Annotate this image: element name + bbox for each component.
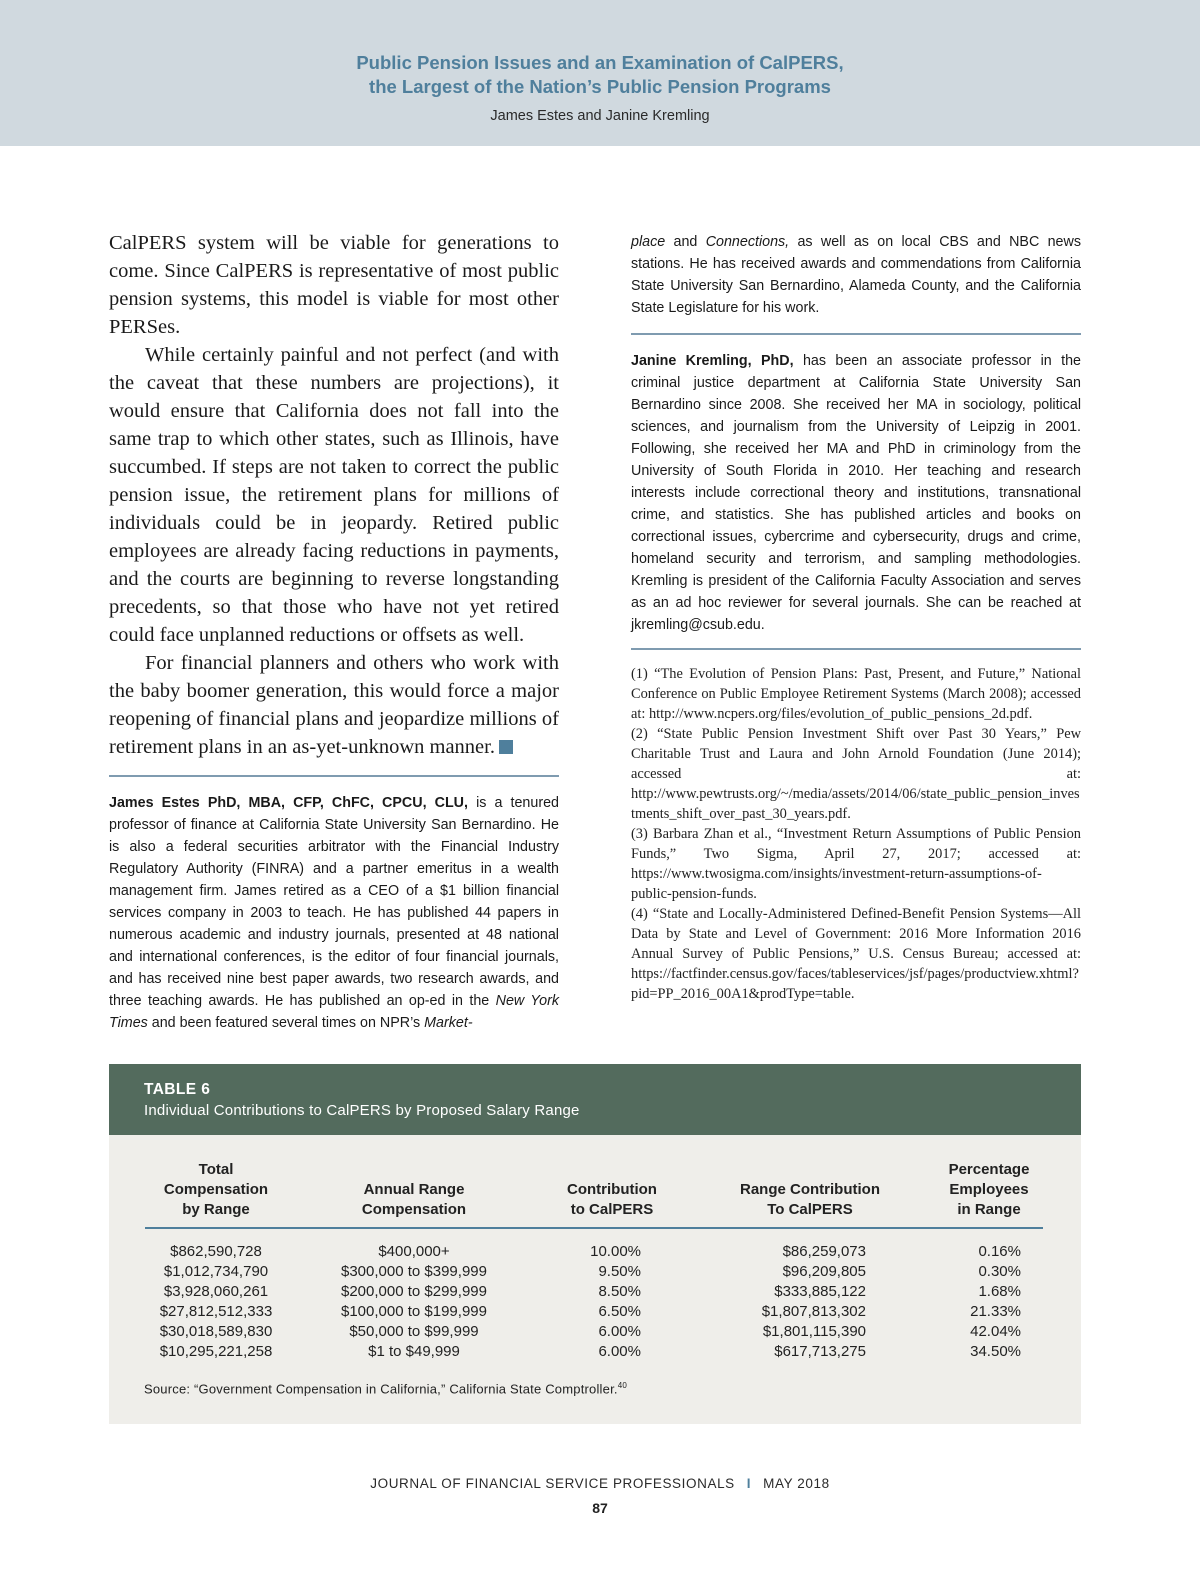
table-6 — [109, 1064, 1081, 1424]
header-line: Employees — [949, 1181, 1029, 1198]
table-cell: $86,259,073 — [782, 1243, 866, 1260]
table-cell: 42.04% — [970, 1323, 1021, 1340]
table-cell: $10,295,221,258 — [159, 1343, 273, 1360]
table-cell: 9.50% — [598, 1263, 641, 1280]
bio-kremling-text: has been an associate professor in the criminal justice department at California State University San Bernardino since 2008. She received her MA in sociology, political sciences, and journalism from the University of Leipzig in 2001. Following, she received her MA and PhD in criminology from the University of South Florida in 2010. Her teaching and research interests include correctional theory and institutions, transnational crime, and statistics. She has published articles and books on correctional issues, cybercrime and cybersecurity, drugs and crime, homeland security and terrorism, and sampling methodologies. Kremling is president of the California Faculty Association and serves as an ad hoc reviewer for several journals. She can be reached at jkremling@csub.edu. — [631, 353, 1081, 633]
table-cell: $100,000 to $199,999 — [341, 1303, 487, 1320]
end-of-article-icon — [499, 740, 513, 754]
table-cell: $200,000 to $299,999 — [341, 1283, 487, 1300]
column-total-compensation — [145, 1242, 287, 1362]
table-label: TABLE 6 — [144, 1081, 211, 1098]
footer-separator: I — [746, 1476, 752, 1491]
column-header-total-compensation — [145, 1160, 287, 1220]
header-rule — [145, 1227, 1043, 1229]
page-number: 87 — [592, 1500, 608, 1516]
bio-kremling-paragraph — [631, 350, 1081, 636]
table-cell: 0.30% — [978, 1263, 1021, 1280]
header-line: To CalPERS — [767, 1201, 853, 1218]
header-line: by Range — [182, 1201, 250, 1218]
header-line: Annual Range — [363, 1181, 465, 1198]
table-cell: $1,801,115,390 — [762, 1323, 866, 1340]
table-source-footnote: 40 — [617, 1381, 628, 1390]
column-range-contribution — [724, 1242, 866, 1362]
bio-estes-text-c: and — [673, 234, 698, 250]
endnote-3: (3) Barbara Zhan et al., “Investment Return Assumptions of Public Pension Funds,” Two Sigma, April 27, 2017; accessed at: https://www.twosigma.com/insights/investment-return-assumptions-of-public-pension-funds. — [631, 826, 1081, 902]
title-line-2: the Largest of the Nation’s Public Pension Programs — [369, 76, 831, 97]
table-cell: 0.16% — [978, 1243, 1021, 1260]
header-line: to CalPERS — [570, 1201, 654, 1218]
divider — [631, 333, 1081, 335]
table-cell: 6.00% — [598, 1343, 641, 1360]
left-column — [109, 229, 559, 1034]
table-cell: $27,812,512,333 — [159, 1303, 273, 1320]
column-header-contribution — [549, 1180, 675, 1220]
bio-estes-pub-marketplace: Market- — [424, 1015, 473, 1031]
article-authors: James Estes and Janine Kremling — [490, 108, 710, 124]
bio-kremling — [631, 350, 1081, 636]
bio-estes-pub-connections: Connections, — [705, 234, 790, 250]
body-paragraph-3-text: For financial planners and others who work with the baby boomer generation, this would force a major reopening of financial plans and jeopardize millions of retirement plans in an as-yet-unknown manner. — [109, 652, 559, 758]
table-cell: $3,928,060,261 — [163, 1283, 269, 1300]
header-line: Total — [198, 1161, 234, 1178]
table-cell: $1,012,734,790 — [163, 1263, 269, 1280]
article-body — [109, 229, 559, 761]
header-line: Percentage — [948, 1161, 1030, 1178]
bio-kremling-name: Janine Kremling, PhD, — [631, 353, 794, 369]
table-cell: $50,000 to $99,999 — [349, 1323, 479, 1340]
endnotes — [631, 664, 1081, 1004]
table-caption: Individual Contributions to CalPERS by Proposed Salary Range — [144, 1102, 580, 1119]
table-cell: $617,713,275 — [774, 1343, 866, 1360]
table-title-bar — [109, 1064, 1081, 1135]
endnote-2: (2) “State Public Pension Investment Shift over Past 30 Years,” Pew Charitable Trust and Laura and John Arnold Foundation (June 2014); accessed at: http://www.pewtrusts.org/~/media/assets/2014/06/state_public_pension_investments_shift_over_past_30_years.pdf. — [631, 726, 1081, 822]
column-header-percentage — [935, 1160, 1043, 1220]
journal-name: JOURNAL OF FINANCIAL SERVICE PROFESSIONALS — [370, 1476, 735, 1491]
divider — [631, 648, 1081, 650]
table-cell: 1.68% — [978, 1283, 1021, 1300]
table-cell: 21.33% — [970, 1303, 1021, 1320]
bio-estes-text-a: is a tenured professor of finance at California State University San Bernardino. He is also a federal securities arbitrator with the Financial Industry Regulatory Authority (FINRA) and a partner emeritus in a wealth management firm. James retired as a CEO of a $1 billion financial services company in 2003 to teach. He has published 44 papers in numerous academic and industry journals, presented at 48 national and international conferences, is the editor of four financial journals, and has received nine best paper awards, two research awards, and three teaching awards. He has published an op-ed in the — [109, 795, 560, 1009]
table-cell: $96,209,805 — [782, 1263, 866, 1280]
bio-estes-text-d: as well as on local CBS and NBC news stations. He has received awards and commendations from California State University San Bernardino, Alameda County, and the California State Legislature for his work. — [631, 234, 1081, 316]
bio-estes-pub-nyt: New York Times — [109, 993, 559, 1031]
endnote-1: (1) “The Evolution of Pension Plans: Past, Present, and Future,” National Conference on Public Employee Retirement Systems (March 2008); accessed at: http://www.ncpers.org/files/evolution_of_public_pensions_2d.pdf. — [631, 666, 1081, 722]
issue-date: MAY 2018 — [763, 1476, 830, 1491]
page-footer — [0, 1476, 1200, 1491]
article-title — [0, 51, 1200, 99]
table-cell: 6.00% — [598, 1323, 641, 1340]
table-cell: $333,885,122 — [774, 1283, 866, 1300]
header-line: Contribution — [567, 1181, 657, 1198]
header-line: Compensation — [163, 1181, 269, 1198]
table-cell: $30,018,589,830 — [159, 1323, 273, 1340]
table-cell: 6.50% — [598, 1303, 641, 1320]
bio-estes-name: James Estes PhD, MBA, CFP, ChFC, CPCU, CLU, — [109, 795, 468, 811]
body-paragraph-1: CalPERS system will be viable for generations to come. Since CalPERS is representative of most public pension systems, this model is viable for most other PERSes. — [109, 232, 559, 338]
header-line: Compensation — [361, 1201, 467, 1218]
title-line-1: Public Pension Issues and an Examination of CalPERS, — [356, 52, 844, 73]
right-column — [631, 231, 1081, 1004]
bio-estes-continued-paragraph — [631, 231, 1081, 319]
bio-estes-continued — [631, 231, 1081, 319]
table-cell: 8.50% — [598, 1283, 641, 1300]
column-header-annual-range — [319, 1180, 509, 1220]
table-cell: $300,000 to $399,999 — [341, 1263, 487, 1280]
table-cell: 34.50% — [970, 1343, 1021, 1360]
table-source-text: Source: “Government Compensation in California,” California State Comptroller. — [144, 1381, 618, 1397]
bio-estes-pub-marketplace-cont: place — [631, 234, 666, 250]
table-cell: $400,000+ — [378, 1243, 450, 1260]
header-line: in Range — [957, 1201, 1021, 1218]
bio-estes-paragraph — [109, 792, 559, 1034]
body-paragraph-2: While certainly painful and not perfect (and with the caveat that these numbers are projections), it would ensure that California does not fall into the same trap to which other states, such as Illinois, have succumbed. If steps are not taken to correct the public pension issue, the retirement plans for millions of individuals could be in jeopardy. Retired public employees are already facing reductions in payments, and the courts are beginning to reverse longstanding precedents, so that those who have not yet retired could face unplanned reductions or offsets as well. — [109, 344, 559, 646]
header-line: Range Contribution — [740, 1181, 880, 1198]
column-percentage — [935, 1242, 1021, 1362]
table-cell: 10.00% — [590, 1243, 641, 1260]
table-source — [144, 1381, 627, 1396]
column-annual-range — [319, 1242, 509, 1362]
bio-estes-text-b: and been featured several times on NPR’s — [151, 1015, 421, 1031]
table-cell: $862,590,728 — [170, 1243, 262, 1260]
bio-estes — [109, 792, 559, 1034]
column-header-range-contribution — [724, 1180, 896, 1220]
page-header — [0, 0, 1200, 146]
table-cell: $1,807,813,302 — [761, 1303, 866, 1320]
body-paragraph-3 — [109, 649, 559, 761]
divider — [109, 775, 559, 777]
table-cell: $1 to $49,999 — [368, 1343, 460, 1360]
endnote-4: (4) “State and Locally-Administered Defined-Benefit Pension Systems—All Data by State and Level of Government: 2016 More Information 2016 Annual Survey of Public Pensions,” U.S. Census Bureau; accessed at: https://factfinder.census.gov/faces/tableservices/jsf/pages/productview.xhtml?pid=PP_2016_00A1&prodType=table. — [631, 906, 1081, 1002]
column-contribution — [549, 1242, 641, 1362]
